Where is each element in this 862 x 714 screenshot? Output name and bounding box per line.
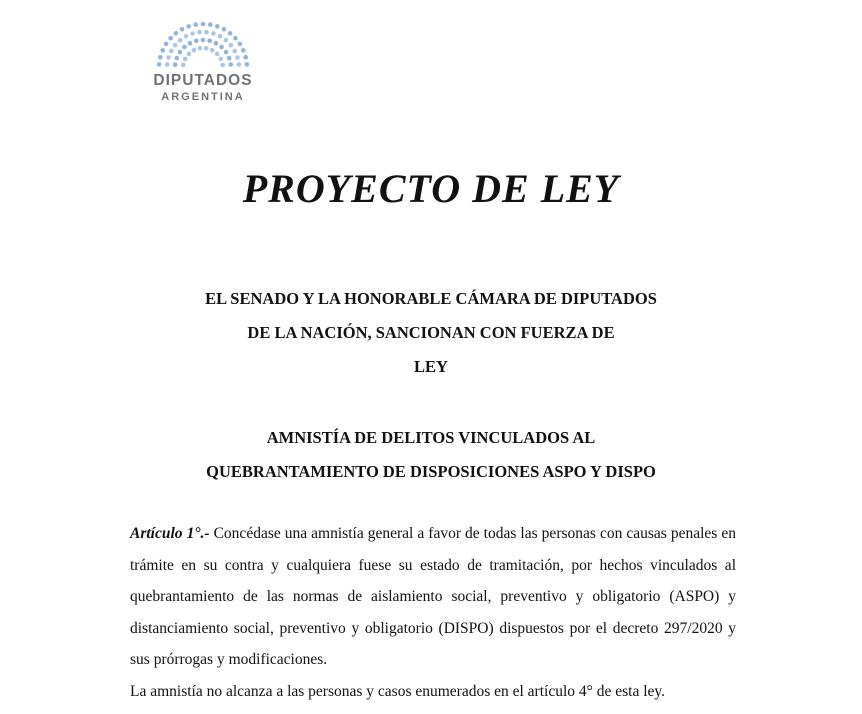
seat-dot <box>238 42 243 47</box>
seat-dot <box>157 62 162 67</box>
chamber-seats-icon <box>146 18 260 70</box>
seat-dot <box>233 36 238 41</box>
seat-dot <box>197 30 202 35</box>
seat-dot <box>168 36 173 41</box>
seat-dot <box>164 42 169 47</box>
enacting-clause-line: EL SENADO Y LA HONORABLE CÁMARA DE DIPUTADOS <box>205 289 657 308</box>
seat-dot <box>192 48 197 53</box>
seat-dot <box>224 38 229 43</box>
bill-subject-line: QUEBRANTAMIENTO DE DISPOSICIONES ASPO Y DISPO <box>206 462 656 481</box>
logo-country: ARGENTINA <box>161 91 245 103</box>
seat-dot <box>207 39 212 44</box>
seat-dot <box>215 24 220 29</box>
article-1 <box>130 518 736 707</box>
seat-dot <box>190 31 195 36</box>
seat-dot <box>219 45 224 50</box>
seat-dot <box>241 48 246 53</box>
seat-dot <box>173 43 178 48</box>
enacting-clause <box>0 282 862 384</box>
seat-dot <box>160 48 165 53</box>
seat-dot <box>165 62 170 67</box>
seat-dot <box>194 39 199 44</box>
seat-dot <box>229 43 234 48</box>
seat-dot <box>182 45 187 50</box>
seat-dot <box>184 34 189 39</box>
seat-dot <box>158 55 163 60</box>
seat-dot <box>224 50 229 55</box>
seat-dot <box>219 57 224 62</box>
seat-dot <box>245 62 250 67</box>
seat-dot <box>222 27 227 32</box>
seat-dot <box>237 62 242 67</box>
article-1-body <box>130 518 736 676</box>
seat-dot <box>214 41 219 46</box>
seat-dot <box>232 49 237 54</box>
seat-dot <box>174 31 179 36</box>
bill-subject <box>0 421 862 489</box>
diputados-logo <box>128 18 278 103</box>
seat-dot <box>166 55 171 60</box>
seat-dot <box>188 41 193 46</box>
bill-subject-line: AMNISTÍA DE DELITOS VINCULADOS AL <box>266 428 596 447</box>
seat-dot <box>215 52 220 57</box>
seat-dot <box>180 27 185 32</box>
seat-dot <box>210 48 215 53</box>
seat-dot <box>173 62 178 67</box>
seat-dot <box>178 38 183 43</box>
seat-dot <box>211 31 216 36</box>
article-1-note: La amnistía no alcanza a las personas y casos enumerados en el artículo 4° de esta ley. <box>130 682 665 700</box>
seat-dot <box>183 57 188 62</box>
seat-dot <box>218 34 223 39</box>
seat-dot <box>235 55 240 60</box>
logo-name: DIPUTADOS <box>153 72 253 89</box>
seat-dot <box>201 38 206 43</box>
seat-dot <box>178 50 183 55</box>
seat-dot <box>204 30 209 35</box>
seat-dot <box>204 46 209 51</box>
seat-dot <box>229 62 234 67</box>
seat-dot <box>181 63 186 68</box>
seat-dot <box>198 46 203 51</box>
enacting-clause-line: DE LA NACIÓN, SANCIONAN CON FUERZA DE <box>247 323 615 342</box>
seat-dot <box>186 24 191 29</box>
seat-dot <box>208 22 213 27</box>
enacting-clause-line: LEY <box>414 357 448 376</box>
seat-dot <box>201 22 206 27</box>
article-1-label: Artículo 1°.- <box>130 525 210 542</box>
seat-dot <box>227 56 232 61</box>
seat-dot <box>187 52 192 57</box>
seat-dot <box>243 55 248 60</box>
seat-dot <box>220 63 225 68</box>
document-title: PROYECTO DE LEY <box>242 166 620 211</box>
seat-dot <box>228 31 233 36</box>
seat-dot <box>175 56 180 61</box>
seat-dot <box>169 49 174 54</box>
article-1-text: Concédase una amnistía general a favor de todas las personas con causas penales en trámite en su contra y cualquiera fuese su estado de tramitación, por hechos vinculados al quebrantamiento de las normas de aislamiento social, preventivo y obligatorio (ASPO) y distanciamiento social, preventivo y obligatorio (DISPO) dispuestos por el decreto 297/2020 y sus prórrogas y modificaciones. <box>130 525 736 668</box>
seat-dot <box>193 22 198 27</box>
